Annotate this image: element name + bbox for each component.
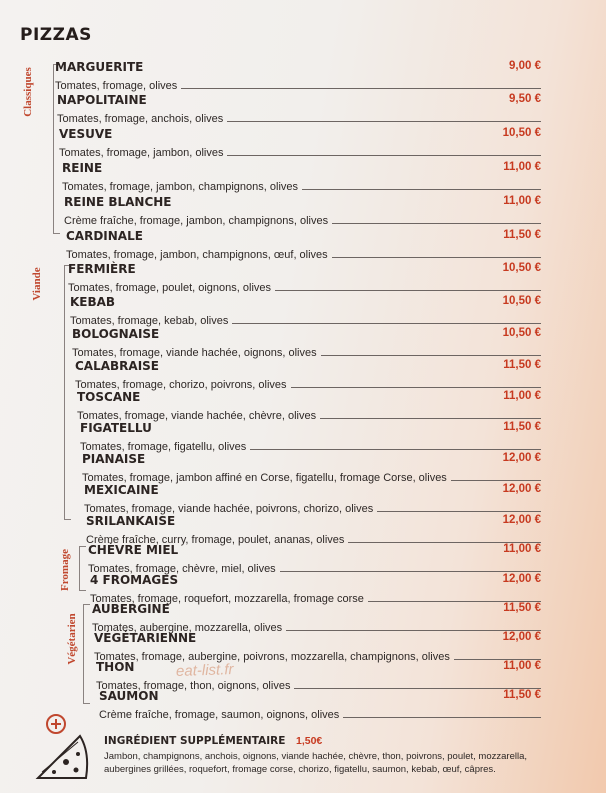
menu-item-description: Tomates, fromage, poulet, oignons, olives xyxy=(68,282,272,294)
menu-item-price: 9,00 € xyxy=(509,60,541,72)
menu-item xyxy=(88,543,541,575)
menu-item-description: Tomates, aubergine, mozzarella, olives xyxy=(92,622,283,634)
bracket-viande xyxy=(64,265,65,520)
category-vegetarien: Végétarien xyxy=(66,613,78,665)
menu-item-name: BOLOGNAISE xyxy=(72,327,160,341)
dotted-leader xyxy=(227,121,541,122)
menu-item-name: VÉGÉTARIENNE xyxy=(94,631,197,645)
bracket-fromage xyxy=(79,546,80,591)
dotted-leader xyxy=(332,223,541,224)
menu-item xyxy=(80,421,541,453)
dotted-leader xyxy=(181,88,541,89)
menu-item-price: 10,50 € xyxy=(502,327,541,339)
menu-item-description: Tomates, fromage, chèvre, miel, olives xyxy=(88,563,276,575)
menu-item-name: CALABRAISE xyxy=(75,359,160,373)
menu-item xyxy=(59,127,541,159)
menu-item-price: 12,00 € xyxy=(502,514,541,526)
menu-item-description: Tomates, fromage, jambon affiné en Corse, figatellu, fromage Corse, olives xyxy=(82,472,447,484)
menu-item xyxy=(96,660,541,692)
menu-item-name: THON xyxy=(96,660,135,674)
menu-item-description: Tomates, fromage, viande hachée, chèvre, olives xyxy=(77,410,317,422)
menu-item-price: 12,00 € xyxy=(502,452,541,464)
dotted-leader xyxy=(232,323,541,324)
supplement-list-line-2: aubergines grillées, roquefort, fromage corse, chorizo, figatellu, saumon, kebab, œuf, câpres. xyxy=(104,764,496,775)
menu-item-price: 11,50 € xyxy=(503,689,541,701)
bracket-classiques xyxy=(53,64,54,234)
menu-item-name: NAPOLITAINE xyxy=(57,93,147,107)
menu-item-description: Tomates, fromage, aubergine, poivrons, mozzarella, champignons, olives xyxy=(94,651,450,663)
menu-item-price: 10,50 € xyxy=(502,127,541,139)
category-classiques: Classiques xyxy=(22,67,34,117)
menu-item xyxy=(75,359,541,391)
menu-item-name: AUBERGINE xyxy=(92,602,170,616)
menu-item-description: Tomates, fromage, kebab, olives xyxy=(70,315,229,327)
menu-item-name: 4 FROMAGES xyxy=(90,573,179,587)
menu-title: PIZZAS xyxy=(20,25,92,45)
menu-item xyxy=(90,573,541,605)
pizza-slice-icon xyxy=(32,712,92,789)
supplement-title: INGRÉDIENT SUPPLÉMENTAIRE xyxy=(104,735,286,747)
menu-item-name: SRILANKAISE xyxy=(86,514,176,528)
menu-item-description: Crème fraîche, fromage, saumon, oignons, olives xyxy=(99,709,340,721)
dotted-leader xyxy=(227,155,541,156)
menu-item-name: FIGATELLU xyxy=(80,421,152,435)
dotted-leader xyxy=(320,418,541,419)
menu-item xyxy=(62,161,541,193)
menu-item-description: Tomates, fromage, chorizo, poivrons, olives xyxy=(75,379,287,391)
supplement-price: 1,50€ xyxy=(296,735,323,747)
menu-item xyxy=(64,195,541,227)
dotted-leader xyxy=(451,480,541,481)
menu-item xyxy=(66,229,541,261)
menu-item-price: 12,00 € xyxy=(502,483,541,495)
menu-item-price: 11,00 € xyxy=(503,390,541,402)
menu-item-price: 11,00 € xyxy=(503,195,541,207)
dotted-leader xyxy=(302,189,541,190)
menu-item-name: REINE xyxy=(62,161,103,175)
menu-item xyxy=(55,60,541,92)
menu-item xyxy=(57,93,541,125)
menu-item xyxy=(94,631,541,663)
menu-item-name: CHÈVRE MIEL xyxy=(88,543,179,557)
menu-item xyxy=(99,689,541,721)
menu-item-price: 12,00 € xyxy=(502,573,541,585)
dotted-leader xyxy=(343,717,541,718)
menu-item-price: 10,50 € xyxy=(502,262,541,274)
menu-item-price: 11,00 € xyxy=(503,543,541,555)
dotted-leader xyxy=(321,355,541,356)
menu-item-price: 11,50 € xyxy=(503,421,541,433)
menu-item xyxy=(92,602,541,634)
dotted-leader xyxy=(377,511,541,512)
bracket-vegetarien xyxy=(83,604,84,704)
menu-item-price: 11,00 € xyxy=(503,660,541,672)
menu-item-description: Tomates, fromage, anchois, olives xyxy=(57,113,224,125)
dotted-leader xyxy=(250,449,541,450)
menu-item-description: Tomates, fromage, thon, oignons, olives xyxy=(96,680,291,692)
menu-item-description: Tomates, fromage, olives xyxy=(55,80,178,92)
menu-item-description: Tomates, fromage, figatellu, olives xyxy=(80,441,247,453)
menu-item-name: VESUVE xyxy=(59,127,113,141)
menu-item xyxy=(82,452,541,484)
menu-item-name: KEBAB xyxy=(70,295,116,309)
menu-item-name: FERMIÈRE xyxy=(68,262,136,276)
menu-item xyxy=(77,390,541,422)
menu-item-name: CARDINALE xyxy=(66,229,143,243)
menu-item xyxy=(86,514,541,546)
menu-item-price: 9,50 € xyxy=(509,93,541,105)
menu-item xyxy=(84,483,541,515)
menu-item-description: Tomates, fromage, roquefort, mozzarella, fromage corse xyxy=(90,593,364,605)
menu-item-price: 11,00 € xyxy=(503,161,541,173)
watermark: eat-list.fr xyxy=(175,661,234,680)
supplement-list-line-1: Jambon, champignons, anchois, oignons, viande hachée, chèvre, thon, poivrons, poulet, mozzarella, xyxy=(104,751,528,762)
menu-item-description: Tomates, fromage, viande hachée, poivrons, chorizo, olives xyxy=(84,503,374,515)
menu-item xyxy=(70,295,541,327)
menu-item-description: Tomates, fromage, jambon, champignons, olives xyxy=(62,181,299,193)
category-viande: Viande xyxy=(31,267,43,301)
dotted-leader xyxy=(291,387,541,388)
menu-item-name: REINE BLANCHE xyxy=(64,195,172,209)
menu-item-name: MARGUERITE xyxy=(55,60,144,74)
menu-item-description: Tomates, fromage, jambon, olives xyxy=(59,147,224,159)
menu-item-price: 12,00 € xyxy=(502,631,541,643)
menu-item-name: SAUMON xyxy=(99,689,159,703)
menu-item-description: Tomates, fromage, viande hachée, oignons, olives xyxy=(72,347,317,359)
menu-item-description: Crème fraîche, fromage, jambon, champignons, olives xyxy=(64,215,329,227)
dotted-leader xyxy=(332,257,541,258)
menu-item xyxy=(68,262,541,294)
menu-item-price: 11,50 € xyxy=(503,359,541,371)
menu-item-name: MEXICAINE xyxy=(84,483,159,497)
category-fromage: Fromage xyxy=(59,549,71,591)
dotted-leader xyxy=(275,290,541,291)
menu-item xyxy=(72,327,541,359)
dotted-leader xyxy=(280,571,541,572)
menu-item-price: 11,50 € xyxy=(503,229,541,241)
menu-item-name: TOSCANE xyxy=(77,390,141,404)
menu-item-price: 10,50 € xyxy=(502,295,541,307)
menu-item-price: 11,50 € xyxy=(503,602,541,614)
menu-item-name: PIANAISE xyxy=(82,452,146,466)
menu-item-description: Tomates, fromage, jambon, champignons, œuf, olives xyxy=(66,249,328,261)
menu-item-description: Crème fraîche, curry, fromage, poulet, ananas, olives xyxy=(86,534,345,546)
